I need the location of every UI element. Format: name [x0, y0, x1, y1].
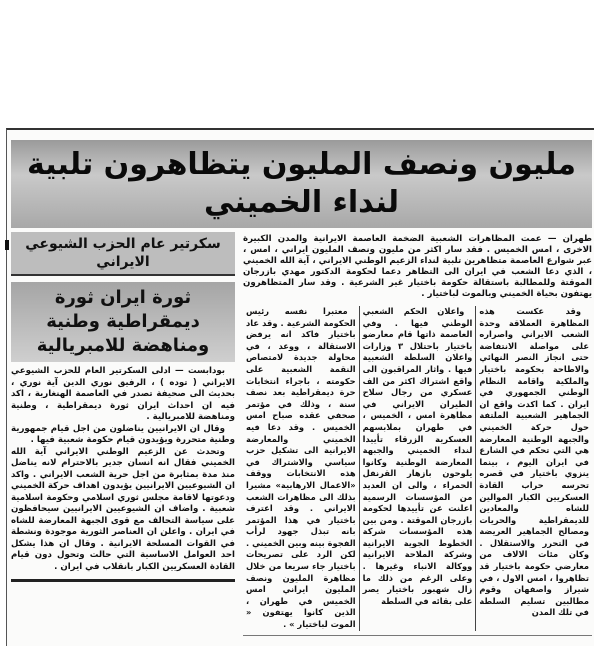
sidebar-article: [11, 232, 235, 582]
article-column-1: [476, 306, 592, 631]
column-text: معتبرا نفسه رئيس الحكومة الشرعية . وقد عاد باختيار فاكد انه يرفض الاستقالة ، ووعد ، في محاولة جديدة لامتصاص النقمة الشعبية على حكومته ، باجراء انتخابات حرة ديمقراطية بعد نصف سنة ، وذلك في مؤتمر صحفي عقده صباح امس الخميس . وقد دعا فيه الخميني والمعارضة الايرانية الى تشكيل حزب سياسي والاشتراك في هذه الانتخابات ووقف «الاعمال الارهابية» مشيرا بذلك الى مظاهرات الشعب الايراني . وقد اعترف باختيار في هذا المؤتمر بانه تبذل جهود لرأب الفجوة بينه وبين الخميني . لكن الرد على تصريحات باختيار جاء سريعا من خلال مظاهرة المليون ونصف المليون ايراني امس الخميس في طهران ، الذين كانوا يهتفون « الموت لباختيار » .: [245, 306, 356, 630]
sidebar-kicker: سكرتير عام الحزب الشيوعي الايراني: [11, 232, 235, 276]
sidebar-paragraph: بودابست — ادلى السكرتير العام للحزب الشيوعي الايراني ( توده ) ، الرفيق نوري الدين آية نوري ، بحديث الى صحيفة تصدر في العاصمة الهنغارية ، اكد فيه ان احداث ايران ثورة ديمقراطية ، وطنية ومناهضة للامبريالية .: [11, 366, 235, 422]
column-text: واعلان الحكم الشعبي الوطني فيها . وفي العاصمة ذاتها قام معارضو باختيار باحتلال ٣ وزارات واعلان السلطة الشعبية فيها . واثار المراقبون الى واقع اشتراك اكثر من الف عسكري من رجال سلاح الطيران الايراني في مظاهرة امس ، الخميس ، في طهران بملابسهم العسكرية الزرقاء تأييدا لنداء الخميني والجبهة المعارضة الوطنية وكانوا يلوحون بازهار القرنفل الحمراء ، والى ان العديد من المؤسسات الرسمية اعلنت عن تأييدها لحكومة بازرجان الموقتة . ومن بين هذه المؤسسات شركة الخطوط الجوية الايرانية وشركة الملاحة الايرانية ووكالة الانباء وغيرها . وعلى الرغم من ذلك ما زال شهبور باختيار يصر على بقائه في السلطة: [362, 306, 473, 606]
article-column-3: [243, 306, 360, 631]
article-row: [11, 232, 592, 636]
lead-paragraph: طهران — عمت المظاهرات الشعبية الضخمة العاصمة الايرانية والمدن الكبيرة الاخرى ، امس الخميس . فقد سار اكثر من مليون ونصف المليون ايراني ، امس ، عبر شوارع العاصمة متظاهرين تلبية لنداء الزعيم الوطني الايراني ، آية الله الخميني ، الذي دعا الشعب في ايران الى التظاهر دعما لحكومة الدكتور مهدي بازرجان الموقتة وللمطالبة باستقالة حكومة باختيار غير الشرعية . وقد سار المتظاهرون يهتفون بحياة الخميني وبالموت لباختيار .: [243, 234, 592, 299]
main-headline: مليون ونصف المليون يتظاهرون تلبية لنداء الخميني: [11, 140, 592, 228]
sidebar-paragraph: وقال ان الايرانيين يناضلون من اجل قيام جمهورية وطنية متحررة ويؤيدون قيام حكومة شعبية فيها .: [11, 423, 235, 445]
main-article: [243, 232, 592, 636]
sidebar-subheadline: ثورة ايران ثورة ديمقراطية وطنية ومناهضة للامبريالية: [11, 282, 235, 362]
article-column-2: [360, 306, 477, 631]
sidebar-body: [11, 366, 235, 573]
divider: [11, 579, 235, 582]
article-columns: [243, 306, 592, 636]
newspaper-clipping: [6, 128, 594, 646]
sidebar-paragraph: وتحدث عن الزعيم الوطني الايراني آية الله الخميني فقال انه انسان جدير بالاحترام لانه يناضل منذ مدة بمثابرة من اجل حرية الشعب الايراني . واكد ان الشيوعيين الايرانيين يؤيدون اهداف حركة الخميني ودعوتها لاقامة مجلس ثوري اسلامي وحكومة اسلامية شعبية . واضاف ان الشيوعيين الايرانيين سيحافظون على سياسة التحالف مع قوى الجبهة المعارضة للشاه في ايران . واعلن ان العناصر الثورية موجودة ونشطة في القوات المسلحة الايرانية . وقال ان هذا يشكل احد العوامل الاساسية التي حالت وتحول دون قيام القادة العسكريين الكبار بانقلاب في ايران .: [11, 446, 235, 572]
column-text: وقد عكست هذه المظاهرة العملاقة وحدة الشعب الايراني واصراره على مواصلة الانتفاضة حتى انجاز النصر النهائي والاطاحة بحكومة باختيار والملكية واقامة النظام الوطني الجمهوري في ايران . كما اكدت واقع ان الجماهير الشعبية الملتفة حول حركة الخميني والجبهة الوطنية المعارضة هي التي تحكم في الشارع في ايران اليوم ، بينما ينزوي باختيار في قصره تحرسه حراب القادة العسكريين الكبار الموالين للشاه والمعادين للديمقراطية والحريات ومصالح الجماهير العريضة في التحرر والاستقلال . وكان مئات الالاف من معارضي حكومة باختيار قد تظاهروا ، امس الاول ، في شيراز واصفهان وقوم مطالبين تسليم السلطة في تلك المدن: [479, 306, 589, 618]
marker-bar: [5, 240, 9, 250]
